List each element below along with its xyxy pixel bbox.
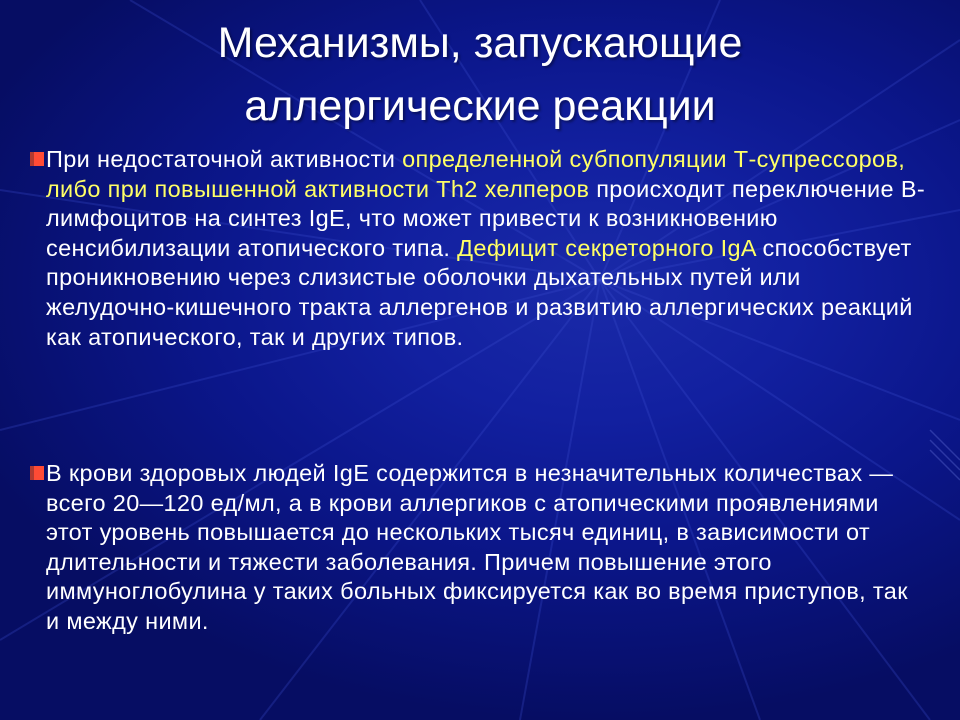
title-line-1: Механизмы, запускающие bbox=[217, 19, 743, 67]
bullet2-text: В крови здоровых людей IgE содержится в незначительных количествах — всего 20—120 ед/мл, а в крови аллергиков с атопическими проявлениями этот уровень повышается до нескольких тысяч единиц, в зависимости от длительности и тяжести заболевания. Причем повышение этого иммуноглобулина у таких больных фиксируется как во время приступов, так и между ними. bbox=[46, 460, 908, 634]
bullet-square-icon bbox=[30, 152, 44, 166]
bullet1-highlight-b: Дефицит секреторного IgA bbox=[457, 234, 756, 261]
bullet1-text-a: При недостаточной активности bbox=[46, 146, 403, 172]
bullet-paragraph-2 bbox=[46, 459, 926, 637]
bullet1-text-c: способствует проникновению через слизистые оболочки дыхательных путей или желудочно-кишечного тракта аллергенов и развитию аллергических реакций как атопического, так и других типов. bbox=[46, 234, 913, 350]
title-line-2: аллергические реакции bbox=[244, 82, 716, 130]
bullet-square-icon bbox=[30, 466, 44, 480]
bullet-paragraph-1 bbox=[46, 145, 926, 352]
bullet1-highlight-a: определенной субпопуляции Т-супрессоров, либо при повышенной активности Th2 хелперов bbox=[46, 146, 906, 202]
slide-title bbox=[60, 12, 900, 138]
bullet1-text-b: происходит переключение В-лимфоцитов на синтез IgE, что может привести к возникновению сенсибилизации атопического типа. bbox=[46, 175, 926, 261]
